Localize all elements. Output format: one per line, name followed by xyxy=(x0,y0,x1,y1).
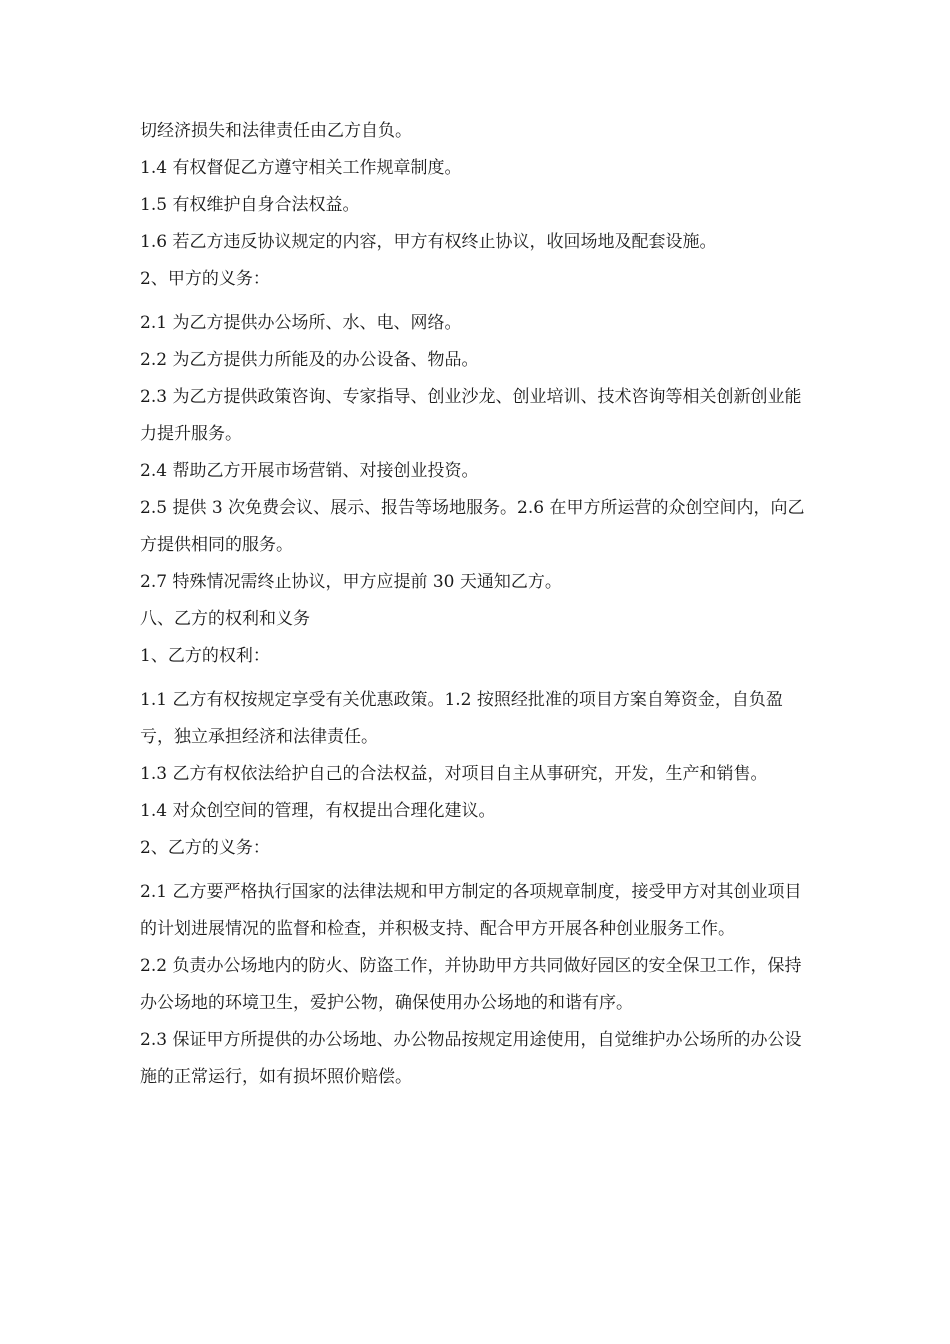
paragraph-continuation: 切经济损失和法律责任由乙方自负。 xyxy=(140,121,412,141)
paragraph-2-2: 2.2 为乙方提供力所能及的办公设备、物品。 xyxy=(140,350,479,370)
heading-party-b-obligations: 2、乙方的义务： xyxy=(140,838,270,858)
paragraph-b-1-1: 1.1 乙方有权按规定享受有关优惠政策。1.2 按照经批准的项目方案自筹资金，自负盈亏，独立承担经济和法律责任。 xyxy=(140,690,783,747)
paragraph-1-4: 1.4 有权督促乙方遵守相关工作规章制度。 xyxy=(140,158,462,178)
paragraph-2-7: 2.7 特殊情况需终止协议，甲方应提前 30 天通知乙方。 xyxy=(140,572,562,592)
heading-party-b-rights: 1、乙方的权利： xyxy=(140,646,270,666)
paragraph-b-1-3: 1.3 乙方有权依法给护自己的合法权益，对项目自主从事研究，开发，生产和销售。 xyxy=(140,764,768,784)
paragraph-1-5: 1.5 有权维护自身合法权益。 xyxy=(140,195,360,215)
paragraph-2-5: 2.5 提供 3 次免费会议、展示、报告等场地服务。2.6 在甲方所运营的众创空间内，向乙方提供相同的服务。 xyxy=(140,498,805,555)
paragraph-2-3: 2.3 为乙方提供政策咨询、专家指导、创业沙龙、创业培训、技术咨询等相关创新创业能力提升服务。 xyxy=(140,387,802,444)
paragraph-b-2-3: 2.3 保证甲方所提供的办公场地、办公物品按规定用途使用，自觉维护办公场所的办公设施的正常运行，如有损坏照价赔偿。 xyxy=(140,1030,802,1087)
paragraph-b-2-2: 2.2 负责办公场地内的防火、防盗工作，并协助甲方共同做好园区的安全保卫工作，保持办公场地的环境卫生，爱护公物，确保使用办公场地的和谐有序。 xyxy=(140,956,802,1013)
paragraph-2-1: 2.1 为乙方提供办公场所、水、电、网络。 xyxy=(140,313,462,333)
document-body xyxy=(140,113,815,1096)
paragraph-2-4: 2.4 帮助乙方开展市场营销、对接创业投资。 xyxy=(140,461,479,481)
paragraph-b-1-4: 1.4 对众创空间的管理，有权提出合理化建议。 xyxy=(140,801,496,821)
paragraph-1-6: 1.6 若乙方违反协议规定的内容，甲方有权终止协议，收回场地及配套设施。 xyxy=(140,232,717,252)
paragraph-b-2-1: 2.1 乙方要严格执行国家的法律法规和甲方制定的各项规章制度，接受甲方对其创业项目的计划进展情况的监督和检查，并积极支持、配合甲方开展各种创业服务工作。 xyxy=(140,882,802,939)
section-heading-party-b: 八、乙方的权利和义务 xyxy=(140,609,310,629)
heading-party-a-obligations: 2、甲方的义务： xyxy=(140,269,270,289)
